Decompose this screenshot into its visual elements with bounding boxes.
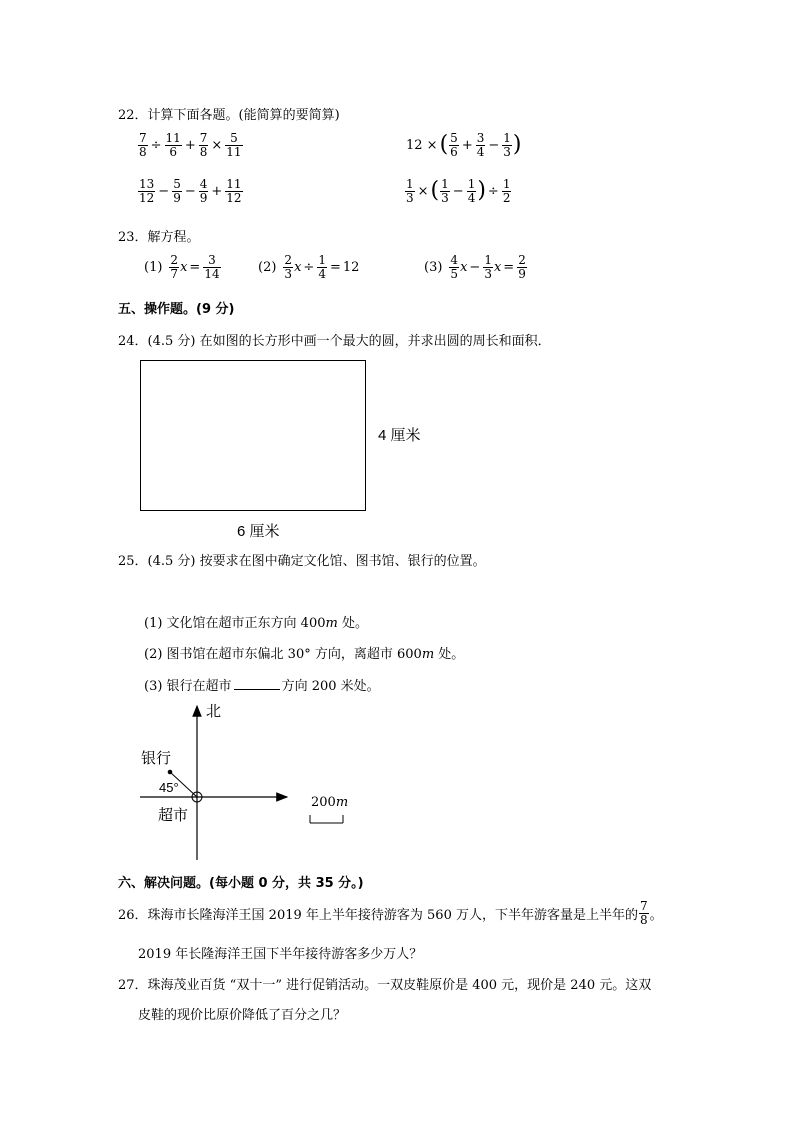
fraction: $\frac{2}{3}$ (284, 253, 293, 281)
q25-item-1: (1) 文化馆在超市正东方向 400m 处。 (144, 616, 368, 631)
fraction: $\frac{2}{9}$ (518, 253, 526, 281)
fraction: $\frac{7}{8}$ (639, 899, 648, 927)
q25-title: 25．(4.5 分) 按要求在图中确定文化馆、图书馆、银行的位置。 (118, 554, 486, 569)
fraction: $\frac{1}{3}$ (503, 131, 511, 159)
rectangle-width-label: 6 厘米 (237, 523, 280, 540)
north-label: 北 (206, 703, 222, 720)
fraction: $\frac{11}{6}$ (165, 131, 181, 159)
rectangle-height-label: 4 厘米 (378, 427, 421, 444)
fraction: $\frac{11}{12}$ (226, 177, 242, 205)
market-label: 超市 (158, 807, 189, 824)
q23-eq-3: (3) $\frac{4}{5}$ x − $\frac{1}{3}$ x = $\frac{2}{9}$ (424, 253, 526, 281)
fraction: $\frac{5}{6}$ (450, 131, 458, 159)
fraction: $\frac{3}{14}$ (204, 253, 220, 281)
fraction: $\frac{5}{9}$ (173, 177, 181, 205)
q24-title: 24．(4.5 分) 在如图的长方形中画一个最大的圆，并求出圆的周长和面积． (118, 334, 551, 349)
section-6-heading: 六、解决问题。(每小题 0 分，共 35 分。) (118, 876, 364, 891)
q22-expr-4: $\frac{1}{3}$ × ( $\frac{1}{3}$ − $\frac{1}{4}$ ) ÷ $\frac{1}{2}$ (406, 177, 511, 205)
q25-item-2: (2) 图书馆在超市东偏北 30° 方向，离超市 600m 处。 (144, 647, 465, 662)
fraction: $\frac{1}{3}$ (441, 177, 449, 205)
q22-title: 22．计算下面各题。(能简算的要简算) (118, 108, 340, 123)
q27-line-2: 皮鞋的现价比原价降低了百分之几？ (138, 1008, 347, 1023)
section-5-heading: 五、操作题。(9 分) (118, 302, 235, 317)
q26-line-1: 26．珠海市长隆海洋王国 2019 年上半年接待游客为 560 万人，下半年游客量是上半年的 $\frac{7}{8}$ 。 (118, 899, 663, 927)
fraction: $\frac{7}{8}$ (139, 131, 147, 159)
q22-expr-1: $\frac{7}{8}$ ÷ $\frac{11}{6}$ + $\frac{7}{8}$ × $\frac{5}{11}$ (139, 131, 242, 159)
q23-eq-1: (1) $\frac{2}{7}$ x = $\frac{3}{14}$ (144, 253, 220, 281)
rectangle-figure[interactable] (140, 360, 366, 511)
q22-expr-2: 12 × ( $\frac{5}{6}$ + $\frac{3}{4}$ − $\frac{1}{3}$ ) (406, 131, 522, 159)
bank-point (168, 770, 173, 775)
fraction: $\frac{1}{2}$ (502, 177, 511, 205)
bank-label: 银行 (141, 750, 172, 767)
q23-title: 23．解方程。 (118, 230, 200, 245)
answer-blank[interactable] (234, 677, 280, 690)
angle-label: 45° (159, 780, 179, 795)
fraction: $\frac{7}{8}$ (199, 131, 208, 159)
fraction: $\frac{5}{11}$ (226, 131, 242, 159)
fraction: $\frac{2}{7}$ (170, 253, 179, 281)
q25-item-3: (3) 银行在超市 方向 200 米处。 (144, 679, 380, 694)
fraction: $\frac{4}{9}$ (199, 177, 208, 205)
q23-eq-2: (2) $\frac{2}{3}$ x ÷ $\frac{1}{4}$ = 12 (258, 253, 360, 281)
fraction: $\frac{1}{4}$ (318, 253, 326, 281)
fraction: $\frac{3}{4}$ (476, 131, 485, 159)
scale-label: 200m (311, 795, 349, 810)
q26-line-2: 2019 年长隆海洋王国下半年接待游客多少万人？ (138, 947, 423, 962)
q27-line-1: 27．珠海茂业百货 “双十一” 进行促销活动。一双皮鞋原价是 400 元，现价是 240 元。这双 (118, 978, 652, 993)
fraction: $\frac{1}{3}$ (484, 253, 492, 281)
q22-expr-3: $\frac{13}{12}$ − $\frac{5}{9}$ − $\frac{4}{9}$ + $\frac{11}{12}$ (139, 177, 242, 205)
fraction: $\frac{4}{5}$ (450, 253, 459, 281)
fraction: $\frac{1}{3}$ (406, 177, 414, 205)
fraction: $\frac{1}{4}$ (467, 177, 476, 205)
fraction: $\frac{13}{12}$ (139, 177, 155, 205)
